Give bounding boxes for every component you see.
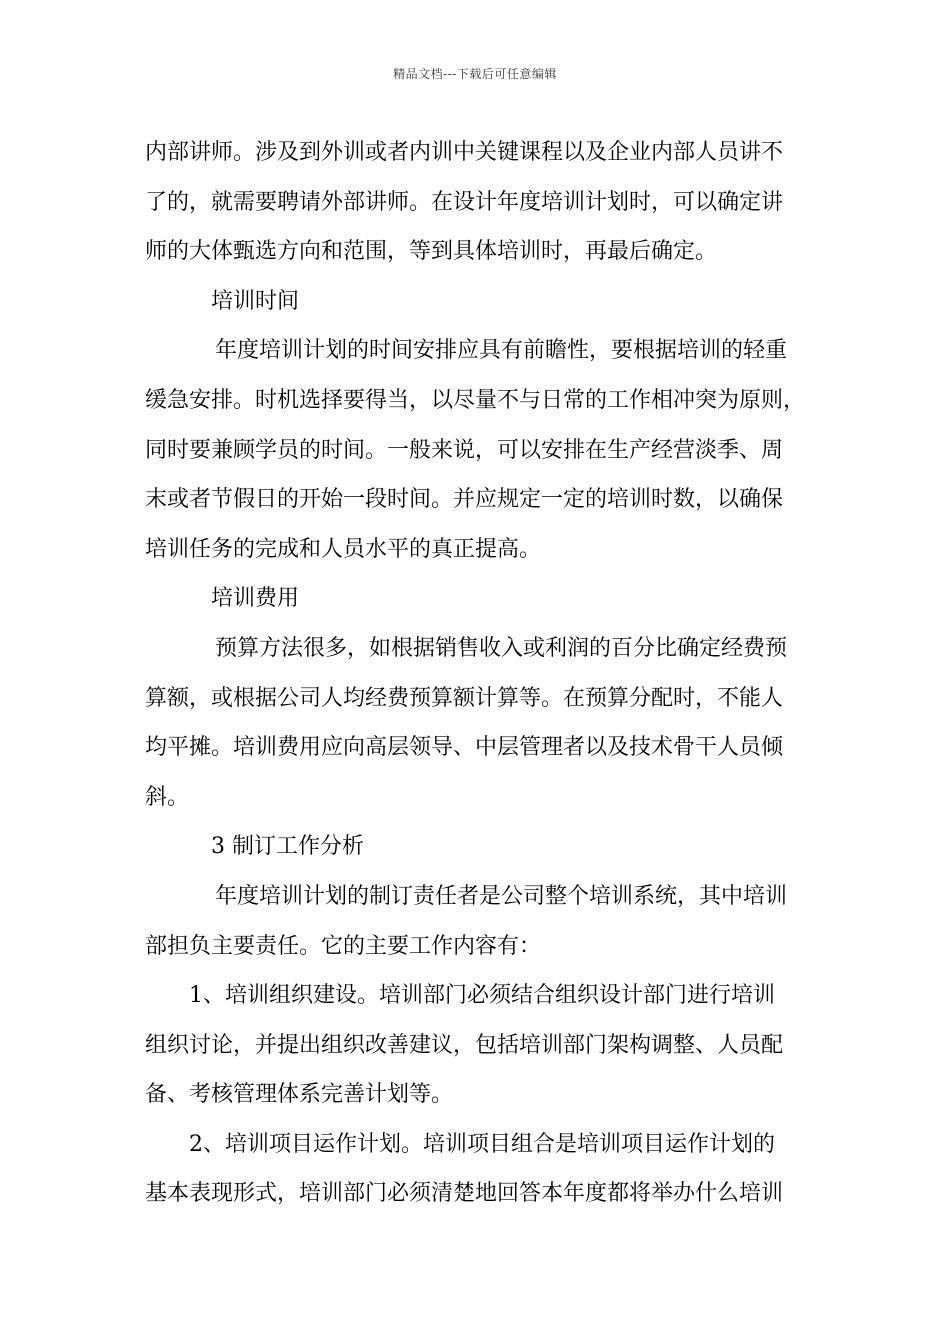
document-body — [145, 128, 810, 1219]
text-line: 内部讲师。涉及到外训或者内训中关键课程以及企业内部人员讲不 — [145, 140, 784, 165]
text-line: 斜。 — [145, 784, 190, 810]
text-line: 部担负主要责任。它的主要工作内容有： — [145, 933, 542, 959]
text-line: 基本表现形式，培训部门必须清楚地回答本年度都将举办什么培训 — [145, 1181, 784, 1207]
text-line: 算额，或根据公司人均经费预算额计算等。在预算分配时，不能人 — [145, 685, 784, 711]
text-line: 预算方法很多，如根据销售收入或利润的百分比确定经费预 — [215, 635, 788, 661]
section-heading: 培训时间 — [211, 288, 300, 314]
text-line: 培训任务的完成和人员水平的真正提高。 — [145, 536, 542, 562]
list-item-line: 1、培训组织建设。培训部门必须结合组织设计部门进行培训 — [189, 983, 775, 1009]
page-header: 精品文档---下载后可任意编辑 — [393, 67, 557, 81]
text-line: 均平摊。培训费用应向高层领导、中层管理者以及技术骨干人员倾 — [145, 735, 784, 761]
text-line: 了的，就需要聘请外部讲师。在设计年度培训计划时，可以确定讲 — [145, 189, 784, 215]
list-item-line: 2、培训项目运作计划。培训项目组合是培训项目运作计划的 — [189, 1131, 775, 1157]
text-line: 组织讨论，并提出组织改善建议，包括培训部门架构调整、人员配 — [145, 1032, 784, 1058]
text-line: 师的大体甄选方向和范围，等到具体培训时，再最后确定。 — [145, 239, 718, 265]
text-line: 备、考核管理体系完善计划等。 — [145, 1082, 454, 1108]
section-heading: 3 制订工作分析 — [211, 834, 364, 860]
text-line: 同时要兼顾学员的时间。一般来说，可以安排在生产经营淡季、周 — [145, 437, 784, 463]
text-line: 末或者节假日的开始一段时间。并应规定一定的培训时数，以确保 — [145, 487, 784, 513]
section-heading: 培训费用 — [211, 586, 300, 612]
text-line: 年度培训计划的时间安排应具有前瞻性，要根据培训的轻重 — [215, 338, 788, 364]
text-line: 缓急安排。时机选择要得当，以尽量不与日常的工作相冲突为原则， — [145, 387, 806, 413]
text-line: 年度培训计划的制订责任者是公司整个培训系统，其中培训 — [215, 883, 788, 909]
